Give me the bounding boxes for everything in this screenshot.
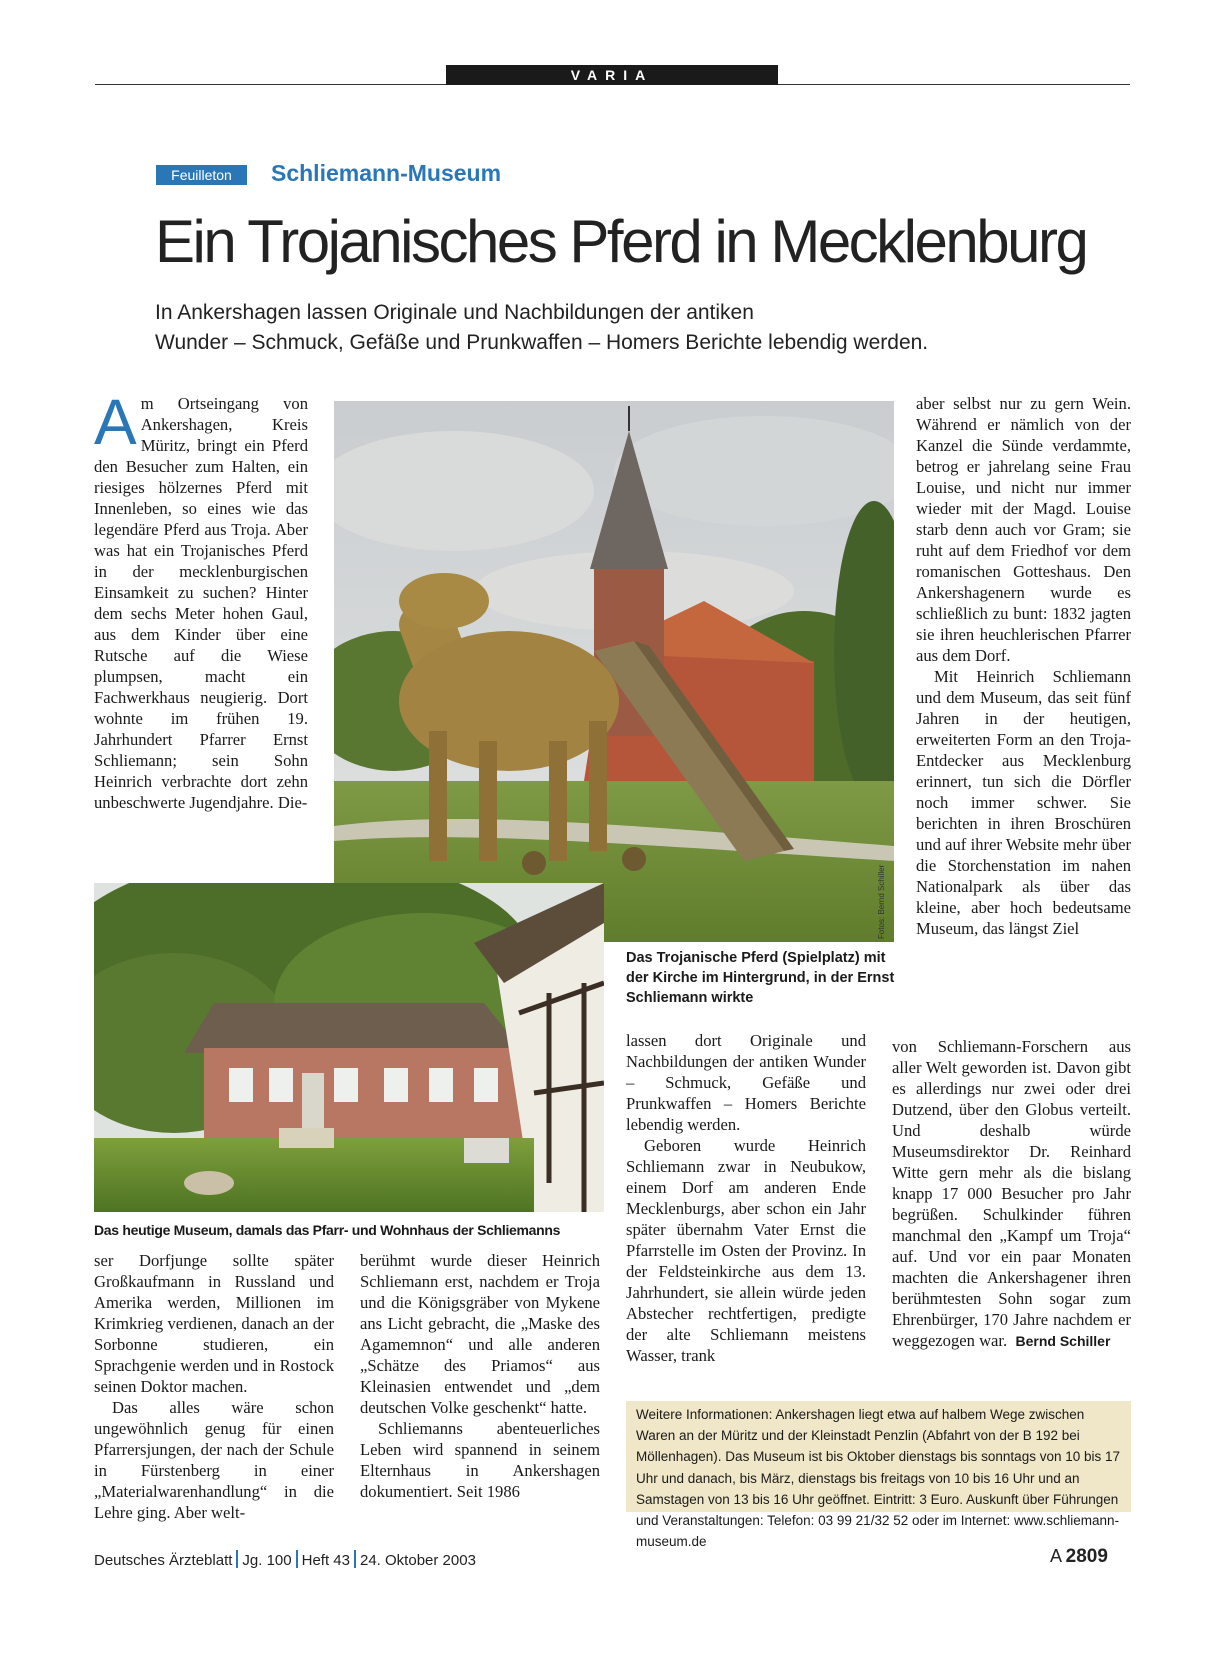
horse-church-photo [334,401,894,942]
separator [354,1550,356,1568]
body-column-middle-bottom [360,1250,600,1502]
author-byline: Bernd Schiller [1015,1333,1111,1349]
body-paragraph: ser Dorfjunge sollte später Großkaufmann in Russland und Amerika werden, Millionen im Krimkrieg verdienen, danach an der Sorbonne studieren, ein Sprachgenie werden und in Rostock seinen Doktor machen. [94,1251,334,1396]
body-column-3-top [916,393,1131,939]
body-paragraph: Mit Heinrich Schliemann und dem Museum, das seit fünf Jahren in der heutigen, erweiterten Form an den Troja-Entdecker aus Mecklenburg erinnert, tun sich die Dörfler noch immer schwer. Sie berichten in ihren Broschüren und auf ihrer Website mehr über die Storchenstation im nahen Nationalpark als über das kleine, aber hoch bedeutsame Museum, das längst Ziel [916,667,1131,938]
drop-cap: A [94,386,137,458]
dek-line-1: In Ankershagen lassen Originale und Nachbildungen der antiken [155,301,754,324]
body-paragraph: berühmt wurde dieser Heinrich Schliemann erst, nachdem er Troja und die Königsgräber von Mykene ans Licht gebracht, die „Maske des Agamemnon“ und alle anderen „Schätze des Priamos“ aus Kleinasien entwendet und „dem deutschen Volke geschenkt“ hatte. [360,1251,600,1417]
dek [155,298,1135,358]
body-column-1-top [94,386,308,813]
volume: Jg. 100 [242,1552,292,1569]
body-paragraph: aber selbst nur zu gern Wein. Während er nämlich von der Kanzel die Sünde verdammte, betrog er jahrelang seine Frau Louise, und nicht nur immer wieder mit der Magd. Louise starb denn auch vor Gram; sie ruht auf dem Friedhof vor dem romanischen Gotteshaus. Den Ankershagenern wurde es schließlich zu bunt: 1832 jagten sie ihren heuchlerischen Pfarrer aus dem Dorf. [916,394,1131,665]
body-text: von Schliemann-Forschern aus aller Welt geworden ist. Davon gibt es allerdings nur zwei oder drei Dutzend, über den Globus verteilt. Und deshalb würde Museumsdirektor Dr. Reinhard Witte gern mehr als die bislang knapp 17 000 Besucher pro Jahr begrüßen. Schulkinder führen manchmal den „Kampf um Troja“ auf. Und vor ein paar Monaten machten die Ankershagener ihren berühmtesten Sohn sogar zum Ehrenbürger, 170 Jahre nachdem er weggezogen war. [892,1037,1131,1350]
body-column-2-bottom [626,1030,866,1366]
separator [296,1550,298,1568]
info-box-text: Weitere Informationen: Ankershagen liegt etwa auf halbem Wege zwischen Waren an der Müritz und der Kleinstadt Penzlin (Abfahrt von der B 192 bei Möllenhagen). Das Museum ist bis Oktober dienstags bis sonntags von 10 bis 17 Uhr und danach, bis März, dienstags bis freitags von 10 bis 16 Uhr und an Samstagen von 13 bis 16 Uhr geöffnet. Eintritt: 3 Euro. Auskunft über Führungen und Veranstaltungen: Telefon: 03 99 21/32 52 oder im Internet: www.schliemann-museum.de [636,1407,1121,1550]
body-text: m Ortseingang von Ankershagen, Kreis Müritz, bringt ein Pferd den Besucher zum Halten, ein riesiges hölzernes Pferd mit Innenleben, so eines wie das legendäre Pferd aus Troja. Aber was hat ein Trojanisches Pferd in der mecklenburgischen Einsamkeit zu suchen? Hinter dem sechs Meter hohen Gaul, aus dem Kinder über eine Rutsche auf die Wiese plumpsen, macht ein Fachwerkhaus neugierig. Dort wohnte im frühen 19. Jahrhundert Pfarrer Ernst Schliemann; sein Sohn Heinrich verbrachte dort zehn unbeschwerte Jugendjahre. Die- [94,394,308,812]
issue-date: 24. Oktober 2003 [360,1552,476,1569]
page-number-value: 2809 [1065,1546,1108,1567]
page-number [1050,1546,1108,1568]
photo-credit: Fotos: Bernd Schiller [877,864,886,939]
museum-photo-caption: Das heutige Museum, damals das Pfarr- und Wohnhaus der Schliemanns [94,1222,561,1238]
kicker: Schliemann-Museum [271,160,502,186]
section-label: VARIA [446,65,778,85]
body-column-1-bottom [94,1250,334,1523]
journal-name: Deutsches Ärzteblatt [94,1552,233,1569]
horse-photo-caption: Das Trojanische Pferd (Spielplatz) mit der Kirche im Hintergrund, in der Ernst Schliemann wirkte [626,950,895,1006]
museum-photo [94,883,604,1212]
dek-line-2: Wunder – Schmuck, Gefäße und Prunkwaffen – Homers Berichte lebendig werden. [155,331,929,354]
footer-citation [94,1550,476,1569]
rubric-badge: Feuilleton [156,165,247,185]
headline: Ein Trojanisches Pferd in Mecklenburg [155,208,1087,275]
issue: Heft 43 [301,1552,350,1569]
body-paragraph: lassen dort Originale und Nachbildungen der antiken Wunder – Schmuck, Gefäße und Prunkwaffen – Homers Berichte lebendig werden. [626,1031,866,1134]
body-paragraph: Geboren wurde Heinrich Schliemann zwar in Neubukow, einem Dorf am anderen Ende Mecklenburgs, aber schon ein Jahr später übernahm Vater Ernst die Pfarrstelle im Osten der Provinz. In der Feldsteinkirche aus dem 13. Jahrhundert, sie allein würde jeden Abstecher rechtfertigen, predigte der alte Schliemann meistens Wasser, trank [626,1136,866,1365]
separator [236,1550,238,1568]
body-paragraph: Das alles wäre schon ungewöhnlich genug für einen Pfarrersjungen, der nach der Schule in Fürstenberg in einer „Materialwarenhandlung“ in die Lehre ging. Aber welt- [94,1398,334,1522]
body-paragraph: Schliemanns abenteuerliches Leben wird spannend in seinem Elternhaus in Ankershagen dokumentiert. Seit 1986 [360,1419,600,1501]
body-column-3-bottom [892,1036,1131,1352]
page-prefix: A [1050,1546,1063,1566]
